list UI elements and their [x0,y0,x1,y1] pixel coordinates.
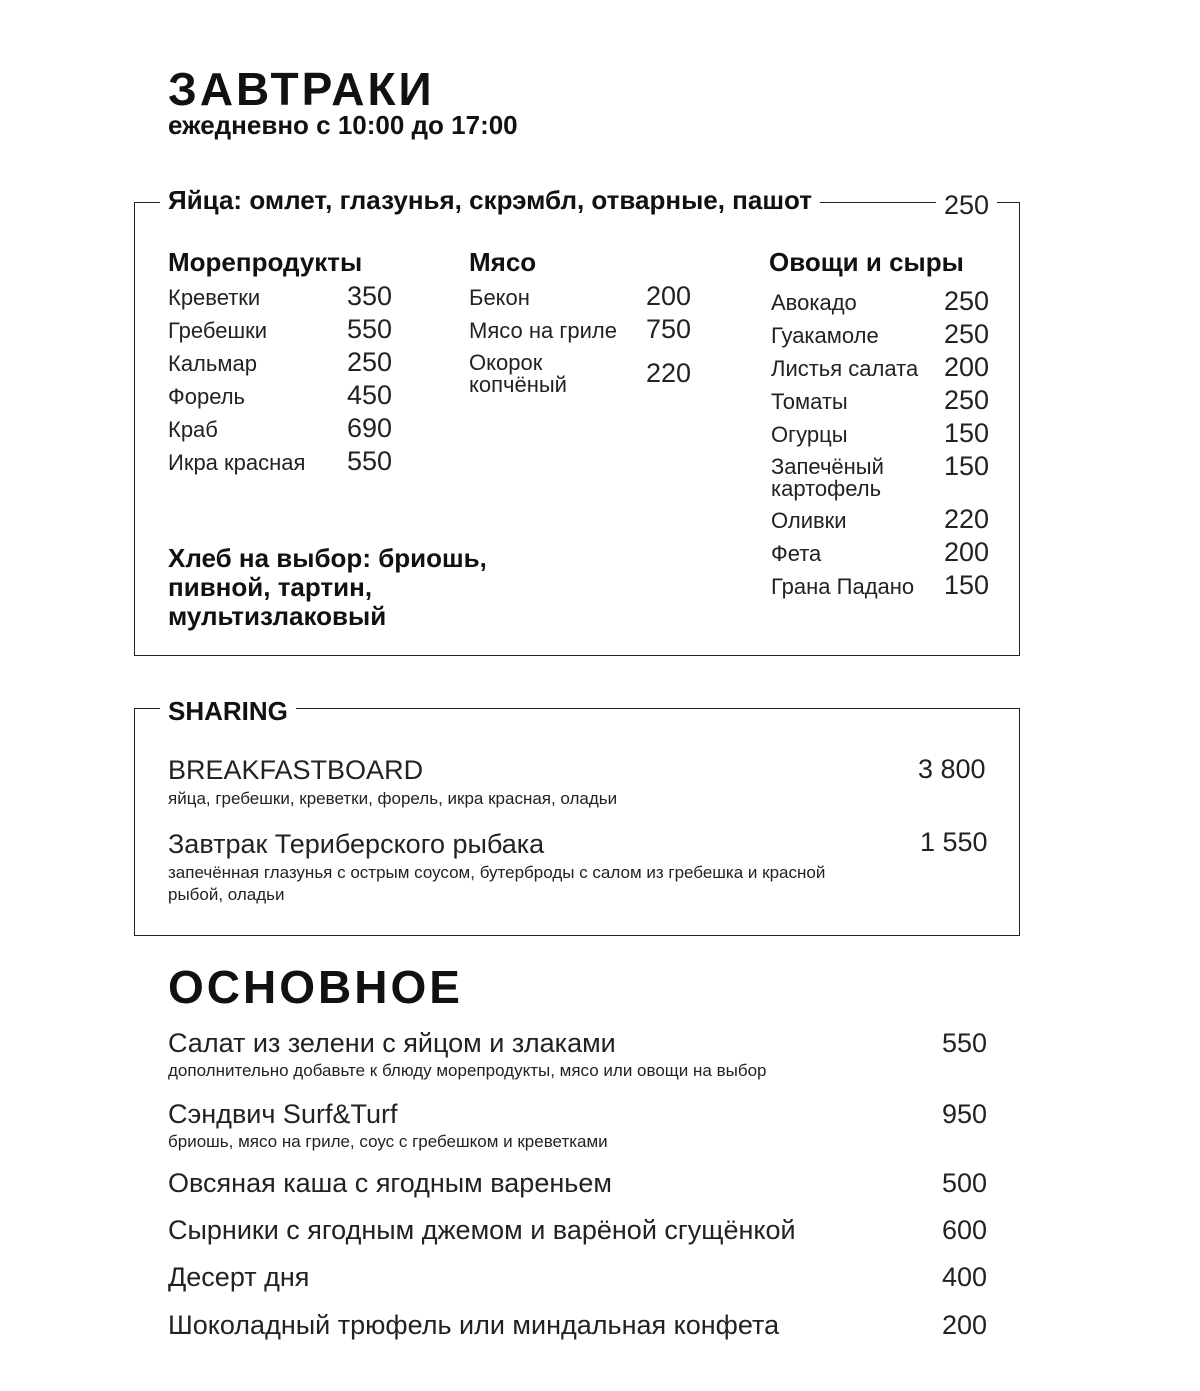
sharing-item-price: 1 550 [920,827,988,857]
menu-item-name: Гуакамоле [771,323,879,348]
menu-item-name: Грана Падано [771,574,915,599]
main-item-name: Сэндвич Surf&Turf [168,1099,398,1129]
main-item-price: 600 [942,1215,988,1245]
menu-item-price: 250 [347,347,393,377]
menu-item-name: Огурцы [771,422,848,447]
menu-item-price: 200 [646,281,692,311]
menu-item-name: Запечёный картофель [771,454,884,501]
menu-item-name: Томаты [771,389,848,414]
menu-item-name: Фета [771,541,822,566]
eggs-label: Яйца: омлет, глазунья, скрэмбл, отварные, пашот [160,185,820,216]
menu-item-name: Форель [168,384,245,409]
bread-choice: Хлеб на выбор: бриошь, пивной, тартин, мультизлаковый [168,543,487,631]
menu-item-name: Авокадо [771,290,857,315]
menu-item-name: Креветки [168,285,261,310]
sharing-item-name: Завтрак Териберского рыбака [168,829,545,859]
vegetables-heading: Овощи и сыры [769,247,964,277]
menu-item-name: Окорок копчёный [469,350,567,397]
breakfast-hours: ежедневно с 10:00 до 17:00 [168,110,518,140]
menu-item-price: 220 [944,504,990,534]
main-item-name: Салат из зелени с яйцом и злаками [168,1028,616,1058]
main-item-name: Шоколадный трюфель или миндальная конфета [168,1310,780,1340]
main-item-price: 950 [942,1099,988,1129]
menu-item-price: 150 [944,570,990,600]
main-item-price: 500 [942,1168,988,1198]
main-title: ОСНОВНОЕ [168,961,463,1013]
eggs-price: 250 [936,190,997,221]
main-item-price: 200 [942,1310,988,1340]
menu-item-price: 200 [944,352,990,382]
menu-item-name: Листья салата [771,356,919,381]
menu-item-name: Кальмар [168,351,257,376]
menu-item-price: 250 [944,385,990,415]
main-item-name: Овсяная каша с ягодным вареньем [168,1168,612,1198]
main-item-name: Десерт дня [168,1262,310,1292]
main-item-price: 550 [942,1028,988,1058]
sharing-item-price: 3 800 [918,754,986,784]
menu-item-price: 690 [347,413,393,443]
sharing-item-name: BREAKFASTBOARD [168,755,424,785]
seafood-heading: Морепродукты [168,247,363,277]
main-item-price: 400 [942,1262,988,1292]
main-item-name: Сырники с ягодным джемом и варёной сгущёнкой [168,1215,796,1245]
sharing-title: SHARING [160,696,296,727]
menu-item-name: Краб [168,417,218,442]
menu-item-name: Бекон [469,285,530,310]
menu-item-price: 220 [646,358,692,388]
menu-item-name: Мясо на гриле [469,318,617,343]
menu-item-price: 150 [944,418,990,448]
sharing-item-desc: яйца, гребешки, креветки, форель, икра красная, оладьи [168,789,618,808]
menu-item-price: 750 [646,314,692,344]
main-item-desc: дополнительно добавьте к блюду морепродукты, мясо или овощи на выбор [168,1061,767,1080]
menu-item-price: 350 [347,281,393,311]
menu-item-name: Икра красная [168,450,306,475]
menu-item-price: 250 [944,286,990,316]
menu-item-price: 200 [944,537,990,567]
main-item-desc: бриошь, мясо на гриле, соус с гребешком и креветками [168,1132,608,1151]
menu-item-price: 550 [347,446,393,476]
menu-item-price: 450 [347,380,393,410]
menu-item-name: Оливки [771,508,847,533]
menu-item-name: Гребешки [168,318,268,343]
sharing-item-desc: запечённая глазунья с острым соусом, бутерброды с салом из гребешка и красной рыбой, оладьи [168,863,826,904]
breakfast-title: ЗАВТРАКИ [168,63,435,115]
meat-heading: Мясо [469,247,537,277]
menu-item-price: 250 [944,319,990,349]
menu-item-price: 150 [944,451,990,481]
menu-item-price: 550 [347,314,393,344]
